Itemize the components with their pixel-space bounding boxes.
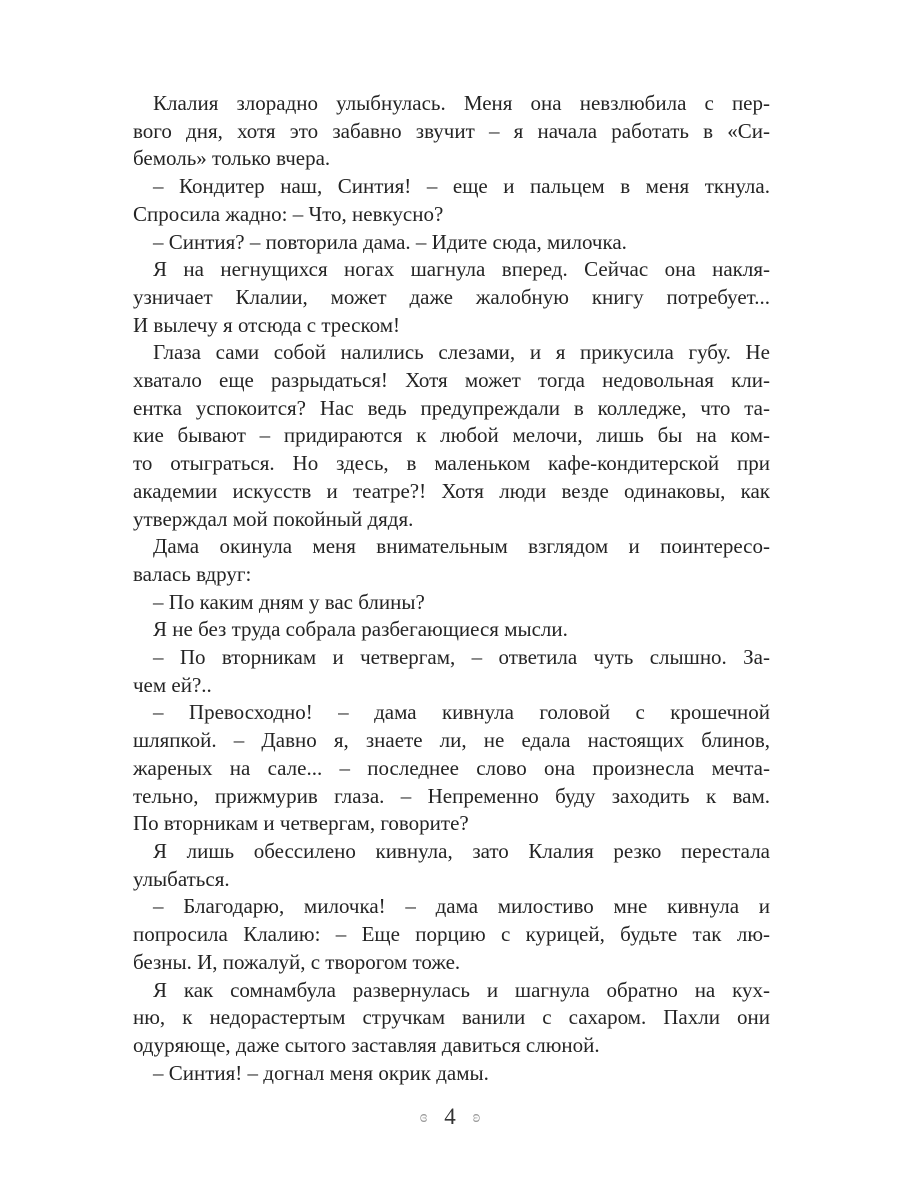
- text-line: Дама окинула меня внимательным взглядом и поинтересо-: [153, 534, 770, 559]
- text-line: попросила Клалию: – Еще порцию с курицей, будьте так лю-: [133, 922, 770, 947]
- paragraph: [133, 533, 770, 588]
- page-footer: [0, 1105, 900, 1128]
- paragraph: [133, 339, 770, 533]
- text-line: академии искусств и театре?! Хотя люди везде одинаковы, как: [133, 478, 770, 503]
- text-line: Глаза сами собой налились слезами, и я прикусила губу. Не: [153, 340, 770, 365]
- paragraph: [133, 173, 770, 228]
- text-line: – Кондитер наш, Синтия! – еще и пальцем в меня ткнула.: [153, 174, 770, 199]
- paragraph: [133, 589, 770, 617]
- text-line: – По вторникам и четвергам, – ответила чуть слышно. За-: [153, 645, 770, 670]
- text-line: тельно, прижмурив глаза. – Непременно буду заходить к вам.: [133, 783, 770, 808]
- text-line: хватало еще разрыдаться! Хотя может тогда недовольная кли-: [133, 368, 770, 393]
- text-line: вого дня, хотя это забавно звучит – я начала работать в «Си-: [133, 118, 770, 143]
- text-line: ентка успокоится? Нас ведь предупреждали в колледже, что та-: [133, 395, 770, 420]
- text-line: чем ей?..: [133, 672, 212, 697]
- paragraph: [133, 229, 770, 257]
- text-line: Я не без труда собрала разбегающиеся мысли.: [153, 617, 568, 642]
- text-line: И вылечу я отсюда с треском!: [133, 312, 400, 337]
- text-line: Я как сомнамбула развернулась и шагнула обратно на кух-: [153, 977, 770, 1002]
- text-line: валась вдруг:: [133, 561, 252, 586]
- left-fleuron-icon: ɞ: [419, 1107, 428, 1126]
- text-line: одуряюще, даже сытого заставляя давиться слюной.: [133, 1032, 600, 1057]
- paragraph: [133, 838, 770, 893]
- text-line: – Синтия? – повторила дама. – Идите сюда, милочка.: [153, 229, 627, 254]
- text-line: – Превосходно! – дама кивнула головой с крошечной: [153, 700, 770, 725]
- text-line: кие бывают – придираются к любой мелочи, лишь бы на ком-: [133, 423, 770, 448]
- text-line: шляпкой. – Давно я, знаете ли, не едала настоящих блинов,: [133, 728, 770, 753]
- page-number: 4: [444, 1104, 456, 1129]
- text-line: Я на негнущихся ногах шагнула вперед. Сейчас она накля-: [153, 257, 770, 282]
- text-line: Я лишь обессилено кивнула, зато Клалия резко перестала: [153, 838, 770, 863]
- text-line: узничает Клалии, может даже жалобную книгу потребует...: [133, 284, 770, 309]
- text-line: бемоль» только вчера.: [133, 146, 331, 171]
- text-line: По вторникам и четвергам, говорите?: [133, 811, 469, 836]
- text-line: то отыграться. Но здесь, в маленьком кафе-кондитерской при: [133, 451, 770, 476]
- text-line: – Благодарю, милочка! – дама милостиво мне кивнула и: [153, 894, 770, 919]
- text-line: Спросила жадно: – Что, невкусно?: [133, 201, 444, 226]
- paragraph: [133, 90, 770, 173]
- paragraph: [133, 699, 770, 838]
- text-line: – Синтия! – догнал меня окрик дамы.: [153, 1060, 489, 1085]
- paragraph: [133, 977, 770, 1060]
- text-line: Клалия злорадно улыбнулась. Меня она невзлюбила с пер-: [153, 91, 770, 115]
- page-text: [133, 90, 770, 1087]
- paragraph: [133, 1060, 770, 1088]
- paragraph: [133, 616, 770, 644]
- text-line: безны. И, пожалуй, с творогом тоже.: [133, 949, 461, 974]
- text-line: улыбаться.: [133, 866, 230, 891]
- text-line: утверждал мой покойный дядя.: [133, 506, 414, 531]
- paragraph: [133, 256, 770, 339]
- text-line: – По каким дням у вас блины?: [153, 589, 425, 614]
- paragraph: [133, 893, 770, 976]
- text-line: ню, к недорастертым стручкам ванили с сахаром. Пахли они: [133, 1005, 770, 1030]
- right-fleuron-icon: ʚ: [472, 1107, 481, 1126]
- text-line: жареных на сале... – последнее слово она произнесла мечта-: [133, 755, 770, 780]
- paragraph: [133, 644, 770, 699]
